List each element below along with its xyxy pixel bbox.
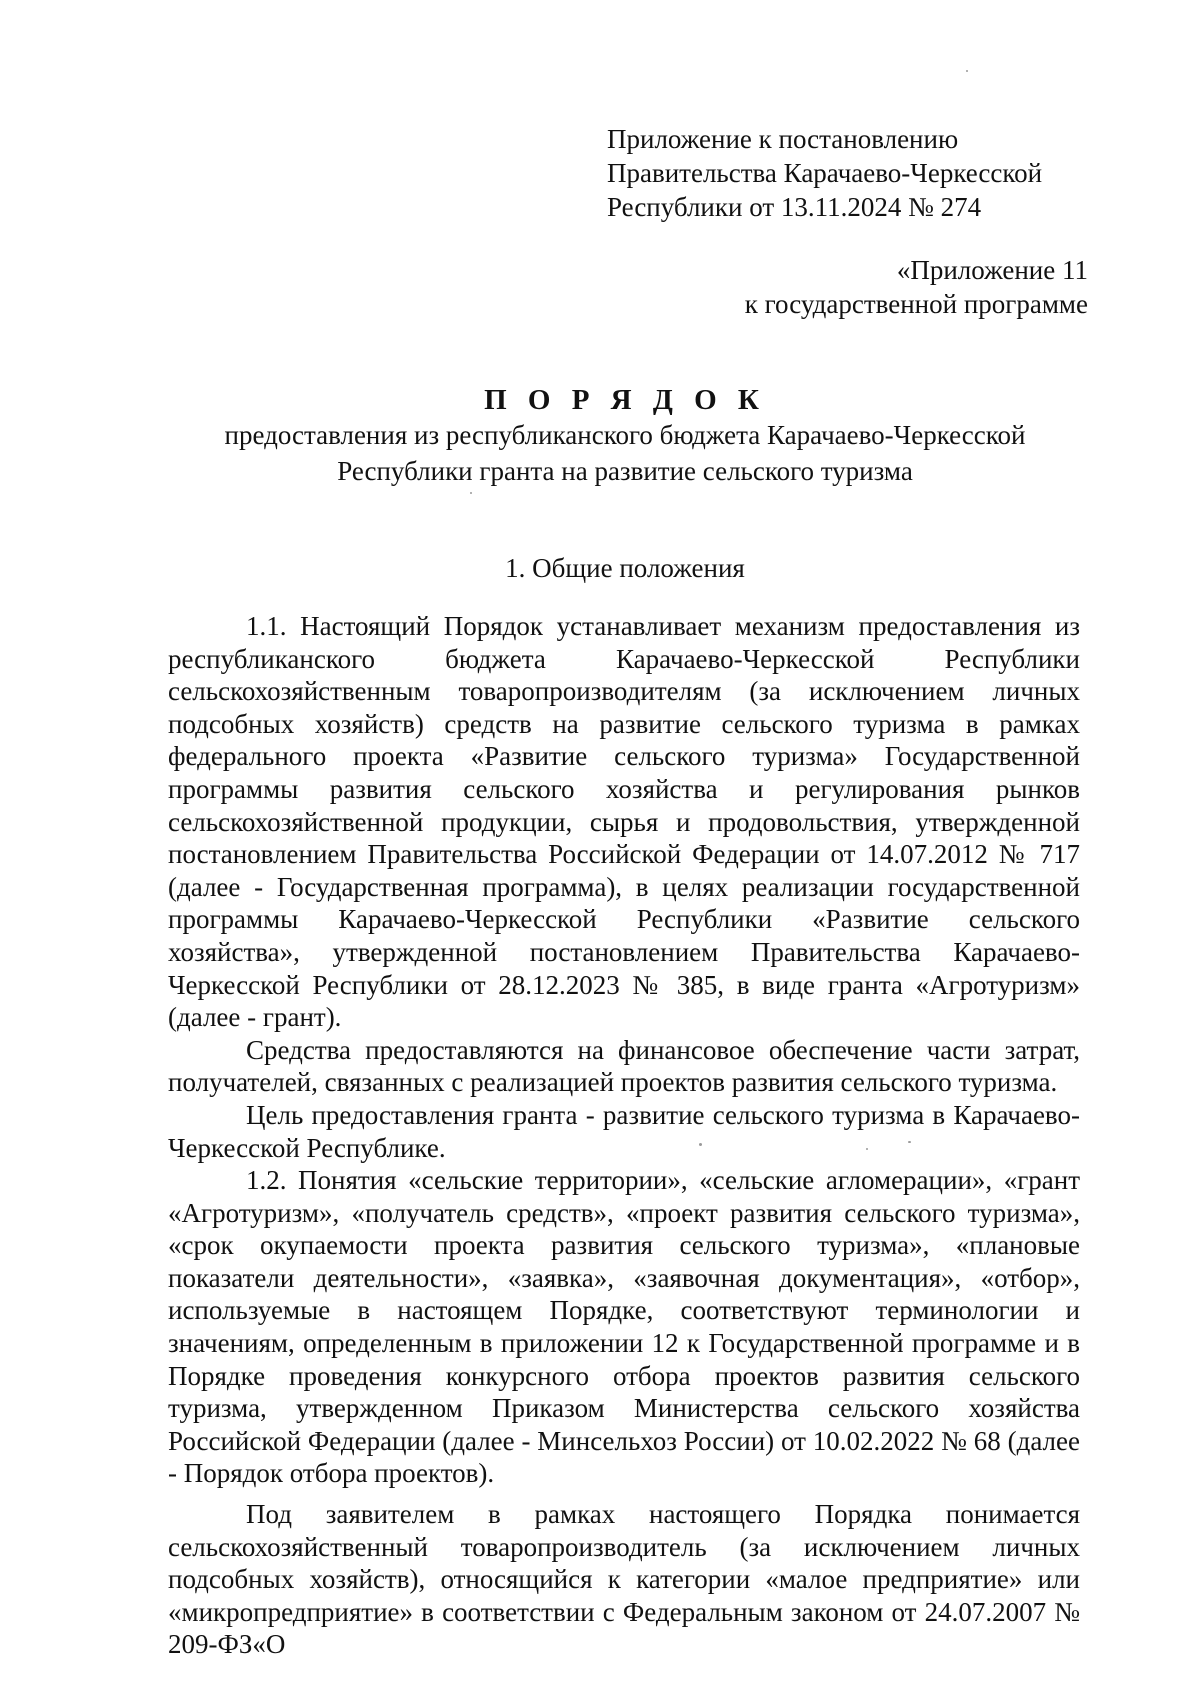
scan-speck (470, 492, 472, 494)
attachment-line: Республики от 13.11.2024 № 274 (607, 192, 982, 222)
scan-speck (699, 1143, 702, 1146)
section-heading: 1. Общие положения (505, 553, 745, 583)
document-subtitle (0, 417, 1200, 489)
scan-speck (966, 70, 968, 72)
attachment-line: Приложение к постановлению (607, 124, 959, 154)
paragraph: Средства предоставляются на финансовое обеспечение части затрат, получателей, связанных с реализацией проектов развития сельского туризма. (168, 1034, 1080, 1098)
appendix-line: «Приложение 11 (896, 255, 1088, 285)
paragraph: Цель предоставления гранта - развитие сельского туризма в Карачаево-Черкесской Республике. (168, 1099, 1080, 1163)
scan-speck (908, 1141, 911, 1143)
attachment-note (607, 122, 1127, 224)
paragraph: 1.2. Понятия «сельские территории», «сельские агломерации», «грант «Агротуризм», «получатель средств», «проект развития сельского туризма», «срок окупаемости проекта развития сельского туризма», «плановые показатели деятельности», «заявка», «заявочная документация», «отбор», используемые в настоящем Порядке, соответствуют терминологии и значениям, определенным в приложении 12 к Государственной программе и в Порядке проведения конкурсного отбора проектов развития сельского туризма, утвержденном Приказом Министерства сельского хозяйства Российской Федерации (далее - Минсельхоз России) от 10.02.2022 № 68 (далее - Порядок отбора проектов). (168, 1165, 1080, 1489)
document-body (168, 610, 1080, 1661)
subtitle-line: предоставления из республиканского бюджета Карачаево-Черкесской (224, 420, 1026, 450)
paragraph: Под заявителем в рамках настоящего Порядка понимается сельскохозяйственный товаропроизводитель (за исключением личных подсобных хозяйств), относящийся к категории «малое предприятие» или «микропредприятие» в соответствии с Федеральным законом от 24.07.2007 № 209-ФЗ«О (168, 1499, 1080, 1660)
appendix-line: к государственной программе (744, 289, 1088, 319)
attachment-line: Правительства Карачаево-Черкесской (607, 158, 1043, 188)
paragraph: 1.1. Настоящий Порядок устанавливает механизм предоставления из республиканского бюджета Карачаево-Черкесской Республики сельскохозяйственным товаропроизводителям (за исключением личных подсобных хозяйств) средств на развитие сельского туризма в рамках федерального проекта «Развитие сельского туризма» Государственной программы развития сельского хозяйства и регулирования рынков сельскохозяйственной продукции, сырья и продовольствия, утвержденной постановлением Правительства Российской Федерации от 14.07.2012 № 717 (далее - Государственная программа), в целях реализации государственной программы Карачаево-Черкесской Республики «Развитие сельского хозяйства», утвержденной постановлением Правительства Карачаево-Черкесской Республики от 28.12.2023 № 385, в виде гранта «Агротуризм» (далее - грант). (168, 611, 1080, 1033)
document-title: П О Р Я Д О К (484, 384, 766, 416)
appendix-note (628, 253, 1088, 321)
subtitle-line: Республики гранта на развитие сельского туризма (337, 456, 913, 486)
scan-speck (866, 1148, 868, 1150)
